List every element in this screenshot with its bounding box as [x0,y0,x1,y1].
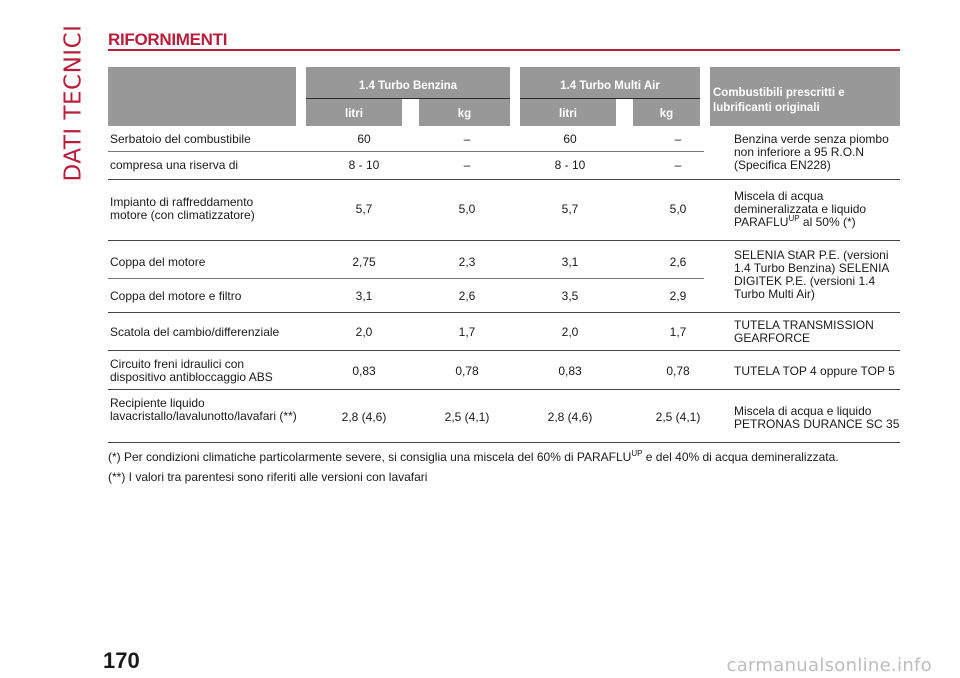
row-value: 60 [563,132,577,146]
row-label: Circuito freni idraulici con dispositivo antibloccaggio ABS [110,357,273,384]
row-value: 0,78 [455,364,479,378]
row-value: 2,8 (4,6) [341,410,387,424]
chapter-side-title: DATI TECNICI [60,24,86,182]
footnote-2: (**) I valori tra parentesi sono riferiti alle versioni con lavafari [108,470,428,484]
row-value: 2,0 [355,325,373,339]
row-value: 2,8 (4,6) [547,410,593,424]
row-value: 1,7 [669,325,687,339]
watermark: carmanualsonline.info [726,655,932,676]
unit-kg-1: kg [457,108,472,120]
row-value: 8 - 10 [554,158,586,172]
row-divider [108,278,704,279]
row-value: 5,0 [458,202,476,216]
row-label: Coppa del motore e filtro [110,289,242,303]
row-value: 5,7 [355,202,373,216]
header-divider-engine2 [520,98,700,99]
row-value: – [674,158,682,172]
row-label: Coppa del motore [110,255,206,269]
title-rule [108,49,900,51]
unit-gap [616,99,633,126]
row-label: Recipiente liquido lavacristallo/lavalunotto/lavafari (**) [110,396,297,423]
footnote-1: (*) Per condizioni climatiche particolarmente severe, si consiglia una miscela del 60% di $PARAFLU^{UP}$ e del 40% di acqua demineralizzata. [108,449,839,464]
header-fluids: Combustibili prescritti e lubrificanti originali [713,87,845,114]
fluid-engine-oil: SELENIA StAR P.E. (versioni 1.4 Turbo Benzina) SELENIA DIGITEK P.E. (versioni 1.4 Turbo Multi Air) [734,248,889,301]
row-value: 2,5 (4,1) [444,410,490,424]
row-value: 2,0 [561,325,579,339]
row-divider [108,312,900,313]
row-value: 2,9 [669,289,687,303]
row-value: 0,83 [558,364,582,378]
row-value: 60 [357,132,371,146]
row-label: Impianto di raffreddamento motore (con climatizzatore) [110,195,255,222]
row-value: 5,0 [669,202,687,216]
row-value: 5,7 [561,202,579,216]
row-value: – [463,158,471,172]
header-engine2: 1.4 Turbo Multi Air [560,80,660,92]
unit-kg-2: kg [659,108,674,120]
row-value: 3,1 [355,289,373,303]
unit-litri-2: litri [559,108,577,120]
row-value: 2,75 [352,255,376,269]
row-value: 2,3 [458,255,476,269]
unit-gap [402,99,419,126]
row-value: 0,83 [352,364,376,378]
section-title: RIFORNIMENTI [108,30,228,49]
row-value: 2,5 (4,1) [655,410,701,424]
row-value: – [463,132,471,146]
row-value: 3,1 [561,255,579,269]
fluid-fuel: Benzina verde senza piombo non inferiore a 95 R.O.N (Specifica EN228) [734,132,889,172]
row-label: Scatola del cambio/differenziale [110,325,280,339]
unit-litri-1: litri [345,108,363,120]
page-number: 170 [103,648,140,673]
fluid-washer: Miscela di acqua e liquido PETRONAS DURANCE SC 35 [734,404,900,431]
row-value: 2,6 [669,255,687,269]
row-divider [108,179,900,180]
row-value: 8 - 10 [348,158,380,172]
row-divider [108,389,900,390]
fluid-gearbox: TUTELA TRANSMISSION GEARFORCE [734,318,874,345]
row-value: 1,7 [458,325,476,339]
row-label: Serbatoio del combustibile [110,132,251,146]
header-label-block [108,67,296,126]
fluid-brakes: TUTELA TOP 4 oppure TOP 5 [734,364,895,378]
row-divider [108,240,900,241]
header-engine1: 1.4 Turbo Benzina [358,80,458,92]
row-value: 0,78 [666,364,690,378]
row-value: 3,5 [561,289,579,303]
row-divider [108,442,900,443]
row-divider [108,350,900,351]
row-label: compresa una riserva di [110,158,239,172]
row-value: 2,6 [458,289,476,303]
row-value: – [674,132,682,146]
row-divider [108,151,704,152]
fluid-coolant: Miscela di acqua demineralizzata e liquido $PARAFLU^{UP}$ al 50% (*) [734,189,867,229]
